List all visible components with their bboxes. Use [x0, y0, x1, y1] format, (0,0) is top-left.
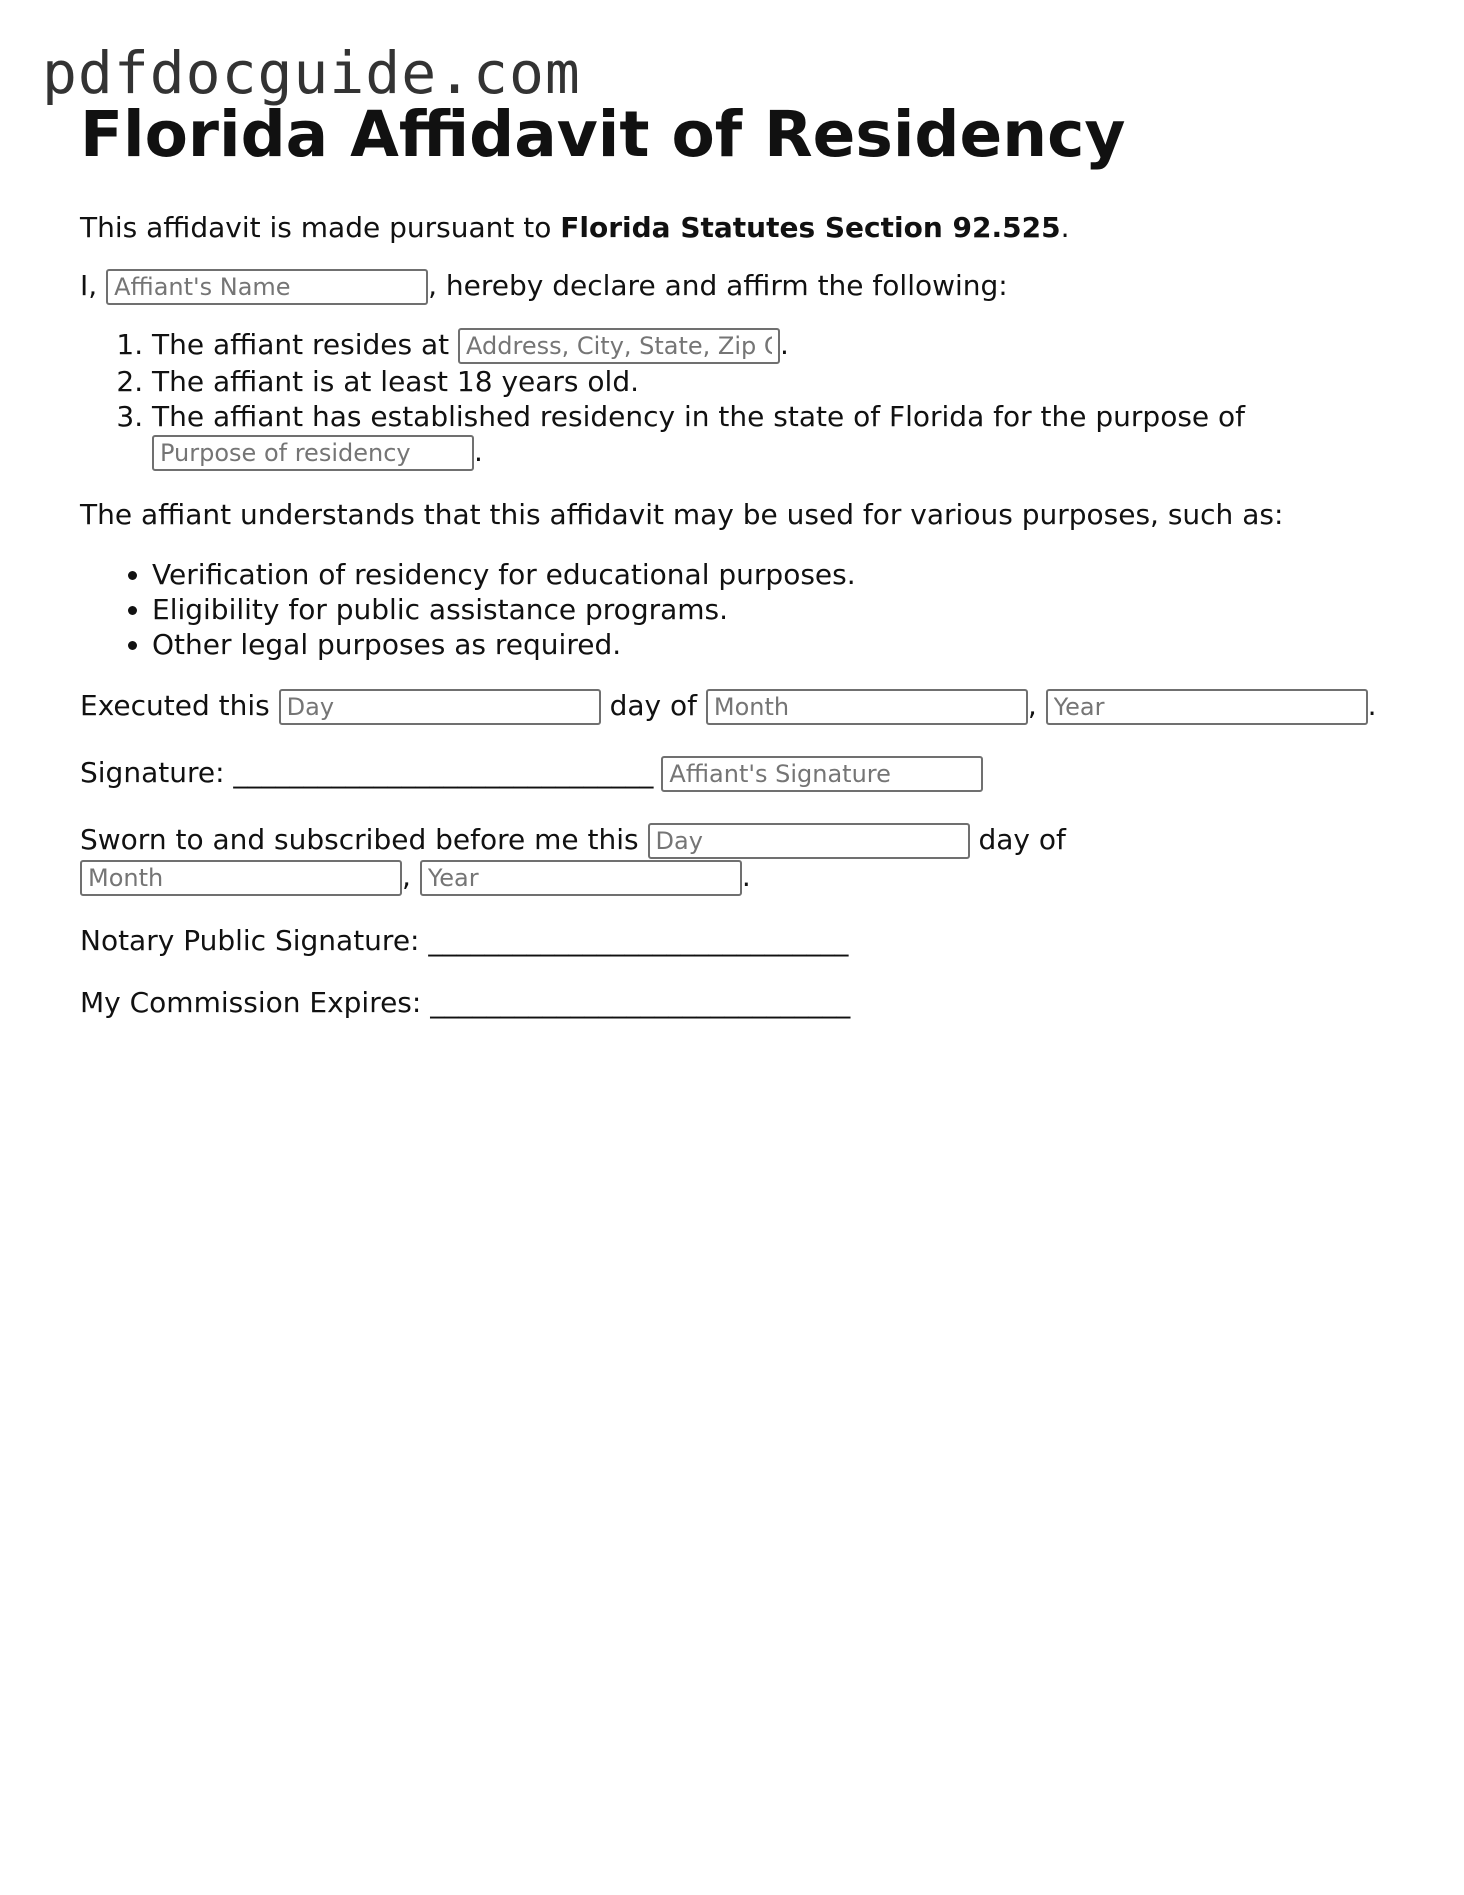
understanding-paragraph: The affiant understands that this affidavit may be used for various purposes, such as:	[80, 498, 1284, 531]
sworn-middle: day of	[978, 823, 1066, 856]
fact-suffix: .	[474, 435, 483, 468]
sworn-prefix: Sworn to and subscribed before me this	[80, 823, 639, 856]
address-input[interactable]	[458, 328, 780, 364]
intro-prefix: This affidavit is made pursuant to	[80, 211, 561, 244]
executed-suffix: .	[1367, 689, 1377, 722]
sworn-year-input[interactable]	[420, 860, 742, 896]
signature-line: ______________________________	[233, 756, 654, 789]
declaration-prefix: I,	[80, 269, 98, 302]
fact-text: The affiant is at least 18 years old.	[152, 365, 639, 398]
sworn-month-input[interactable]	[80, 860, 402, 896]
fact-item-purpose	[152, 399, 1400, 471]
commission-paragraph	[80, 985, 1400, 1020]
declaration-paragraph	[80, 268, 1400, 305]
affidavit-body	[80, 210, 1400, 1020]
affiant-signature-input[interactable]	[661, 756, 983, 792]
executed-day-input[interactable]	[279, 689, 601, 725]
site-watermark: pdfdocguide.com	[42, 39, 581, 107]
executed-paragraph	[80, 688, 1400, 725]
fact-text: The affiant has established residency in the state of Florida for the purpose of	[152, 400, 1246, 433]
sworn-day-input[interactable]	[648, 823, 970, 859]
commission-expiry-line: ______________________________	[430, 986, 851, 1019]
executed-prefix: Executed this	[80, 689, 270, 722]
intro-paragraph	[80, 210, 1400, 245]
executed-comma: ,	[1027, 689, 1037, 722]
list-item: • Verification of residency for educational purposes.	[152, 557, 1400, 592]
affiant-name-input[interactable]	[106, 269, 428, 305]
page-title: Florida Affidavit of Residency	[80, 98, 1126, 171]
executed-month-input[interactable]	[706, 689, 1028, 725]
signature-paragraph	[80, 755, 1400, 792]
fact-item-address	[152, 327, 1400, 364]
sworn-suffix: .	[741, 860, 751, 893]
list-item: • Eligibility for public assistance programs.	[152, 592, 1400, 627]
notary-paragraph	[80, 923, 1400, 958]
intro-suffix: .	[1060, 211, 1070, 244]
uses-list	[80, 557, 1400, 662]
executed-middle: day of	[609, 689, 697, 722]
facts-list	[80, 327, 1400, 471]
executed-year-input[interactable]	[1046, 689, 1368, 725]
commission-label: My Commission Expires:	[80, 986, 431, 1019]
signature-label: Signature:	[80, 756, 234, 789]
purpose-input[interactable]	[152, 435, 474, 471]
statute-reference: Florida Statutes Section 92.525	[560, 211, 1061, 244]
notary-signature-line: ______________________________	[428, 924, 849, 957]
list-item: • Other legal purposes as required.	[152, 627, 1400, 662]
notary-label: Notary Public Signature:	[80, 924, 429, 957]
sworn-paragraph	[80, 822, 1400, 896]
sworn-comma: ,	[402, 860, 411, 893]
fact-text: The affiant resides at	[152, 328, 459, 361]
fact-item-age	[152, 364, 1400, 399]
fact-suffix: .	[780, 328, 789, 361]
declaration-suffix: , hereby declare and affirm the following:	[428, 269, 1008, 302]
